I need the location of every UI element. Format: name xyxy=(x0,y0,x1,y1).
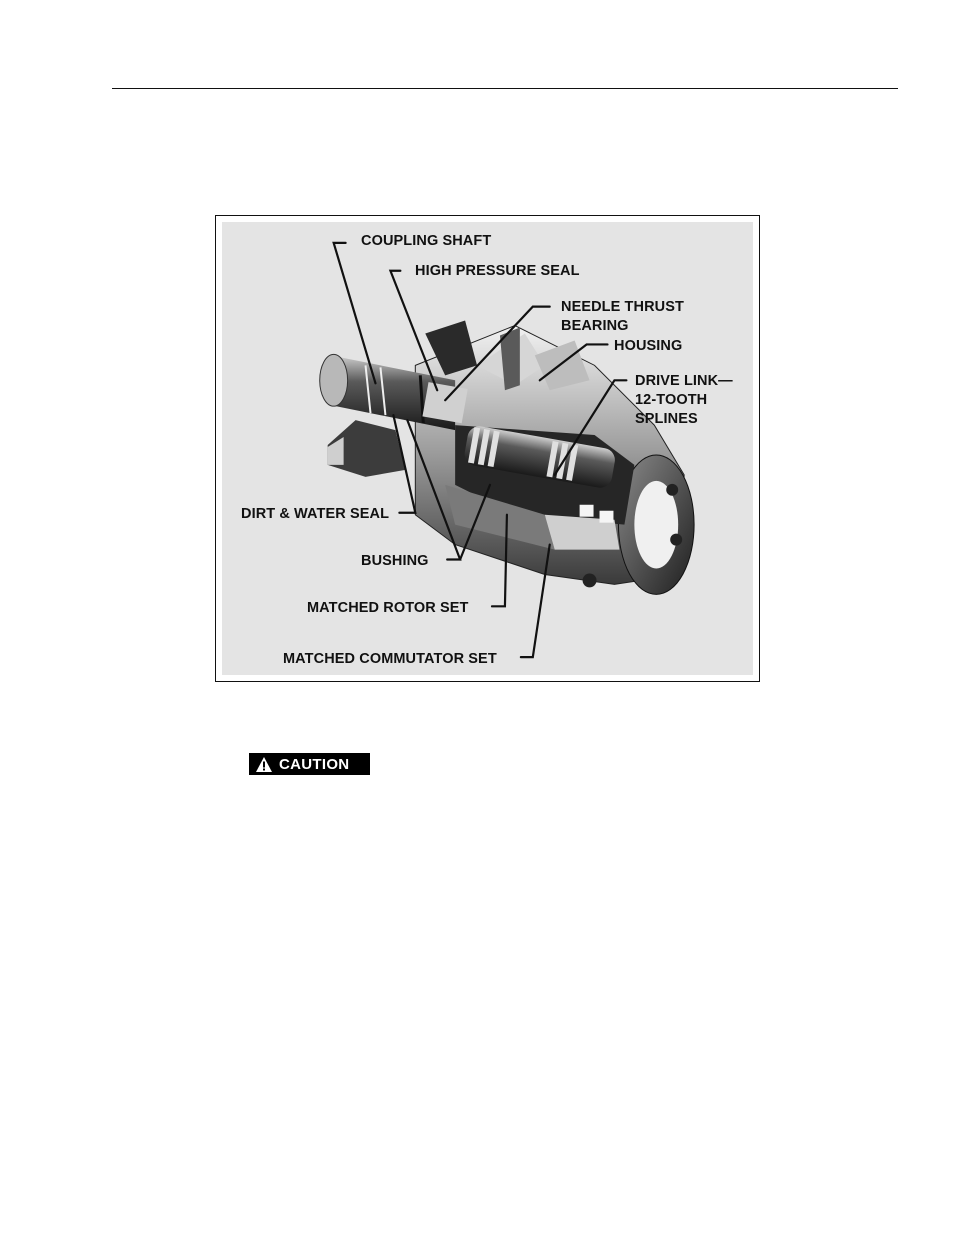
callout-drive-link-1: DRIVE LINK— xyxy=(635,373,733,389)
callout-bushing: BUSHING xyxy=(361,553,429,569)
callout-drive-link-2: 12-TOOTH xyxy=(635,392,708,408)
warning-triangle-icon xyxy=(255,756,273,773)
hydraulic-motor-cutaway-figure xyxy=(215,215,760,682)
callout-matched-rotor-set: MATCHED ROTOR SET xyxy=(307,600,469,616)
callout-coupling-shaft: COUPLING SHAFT xyxy=(361,233,492,249)
caution-banner xyxy=(249,753,370,775)
callout-drive-link-3: SPLINES xyxy=(635,411,698,427)
callout-housing: HOUSING xyxy=(614,338,683,354)
callout-needle-thrust-bearing-1: NEEDLE THRUST xyxy=(561,299,684,315)
callout-needle-thrust-bearing-2: BEARING xyxy=(561,318,629,334)
callout-high-pressure-seal: HIGH PRESSURE SEAL xyxy=(415,263,580,279)
motor-illustration xyxy=(216,216,759,681)
caution-label: CAUTION xyxy=(279,755,350,773)
header-rule xyxy=(112,88,898,89)
callout-matched-commutator-set: MATCHED COMMUTATOR SET xyxy=(283,651,497,667)
callout-dirt-water-seal: DIRT & WATER SEAL xyxy=(241,506,390,522)
